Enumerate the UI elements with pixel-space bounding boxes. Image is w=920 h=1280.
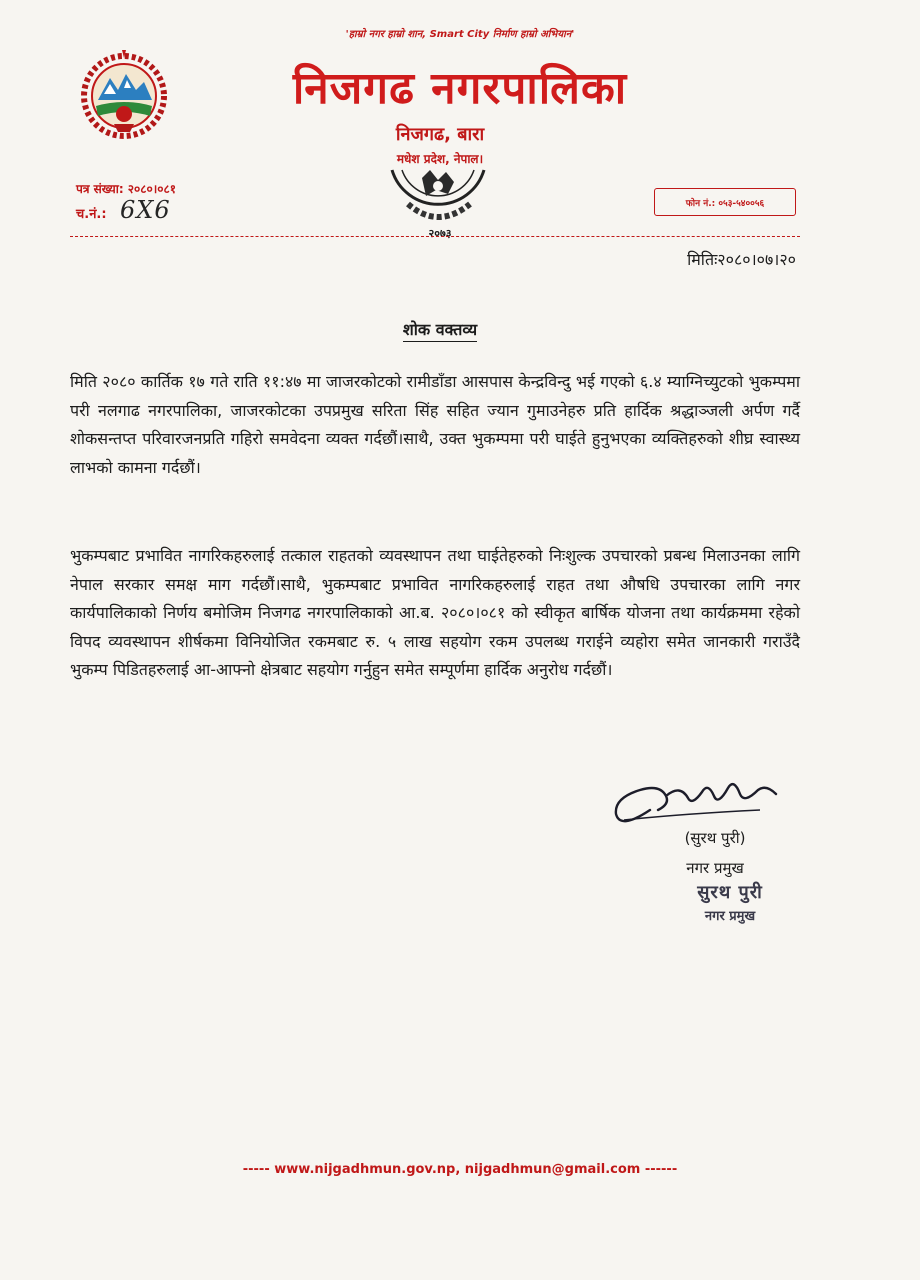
handwritten-signature (610, 770, 790, 834)
title-stamp: नगर प्रमुख (704, 909, 756, 924)
statement-heading (0, 318, 880, 340)
seal-year: २०७३ (428, 227, 452, 240)
footer-contact: ----- www.nijgadhmun.gov.np, nijgadhmun@gmail.com ------ (242, 1162, 678, 1177)
body-paragraph-1: मिति २०८० कार्तिक १७ गते राति ११:४७ मा जाजरकोटको रामीडाँडा आसपास केन्द्रविन्दु भई गएको ६.४ म्याग्निच्युटको भुकम्पमा परी नलगाढ नगरपालिका, जाजरकोटका उपप्रमुख सरिता सिंह सहित ज्यान गुमाउनेहरु प्रति हार्दिक श्रद्धाञ्जली अर्पण गर्दै शोकसन्तप्त परिवारजनप्रति गहिरो समवेदना व्यक्त गर्दछौं।साथै, उक्त भुकम्पमा परी घाईते हुनुभएका व्यक्तिहरुको शीघ्र स्वास्थ्य लाभको कामना गर्दछौं। (70, 372, 800, 477)
province-line: मधेश प्रदेश, नेपाल। (396, 152, 484, 166)
body-paragraph-2: भुकम्पबाट प्रभावित नागरिकहरुलाई तत्काल राहतको व्यवस्थापन तथा घाईतेहरुको निःशुल्क उपचारको प्रबन्ध मिलाउनका लागि नेपाल सरकार समक्ष माग गर्दछौं।साथै, भुकम्पबाट प्रभावित नागरिकहरुलाई राहत तथा औषधि उपचारका लागि नगर कार्यपालिकाको निर्णय बमोजिम निजगढ नगरपालिकाको आ.ब. २०८०।०८१ को स्वीकृत बार्षिक योजना तथा कार्यक्रममा रहेको विपद व्यवस्थापन शीर्षकमा विनियोजित रकमबाट रु. ५ लाख सहयोग रकम उपलब्ध गराईने व्यहोरा समेत जानकारी गराउँदै भुकम्प पिडितहरुलाई आ-आफ्नो क्षेत्रबाट सहयोग गर्नुहुन समेत सम्पूर्णमा हार्दिक अनुरोध गर्दछौं। (70, 546, 800, 679)
header-divider (70, 236, 800, 237)
municipality-title: निजगढ नगरपालिका (292, 63, 628, 114)
name-stamp: सुरथ पुरी (697, 882, 763, 903)
signatory-name: (सुरथ पुरी) (684, 829, 746, 847)
phone-box (654, 188, 796, 216)
phone-number: फोन नं.: ०५३-५४००५६ (685, 198, 765, 209)
statement-heading-text: शोक वक्तव्य (403, 320, 477, 342)
municipality-location: निजगढ, बारा (395, 124, 485, 145)
letter-number: पत्र संख्या: २०८०।०८१ (76, 182, 177, 196)
letter-date: मितिः२०८०।०७।२० (687, 250, 796, 269)
dispatch-label: च.नं.: (76, 207, 107, 222)
signatory-title: नगर प्रमुख (686, 859, 744, 877)
dispatch-number: 6X6 (120, 196, 171, 224)
slogan: 'हाम्रो नगर हाम्रो शान, Smart City निर्माण हाम्रो अभियान' (345, 29, 575, 40)
